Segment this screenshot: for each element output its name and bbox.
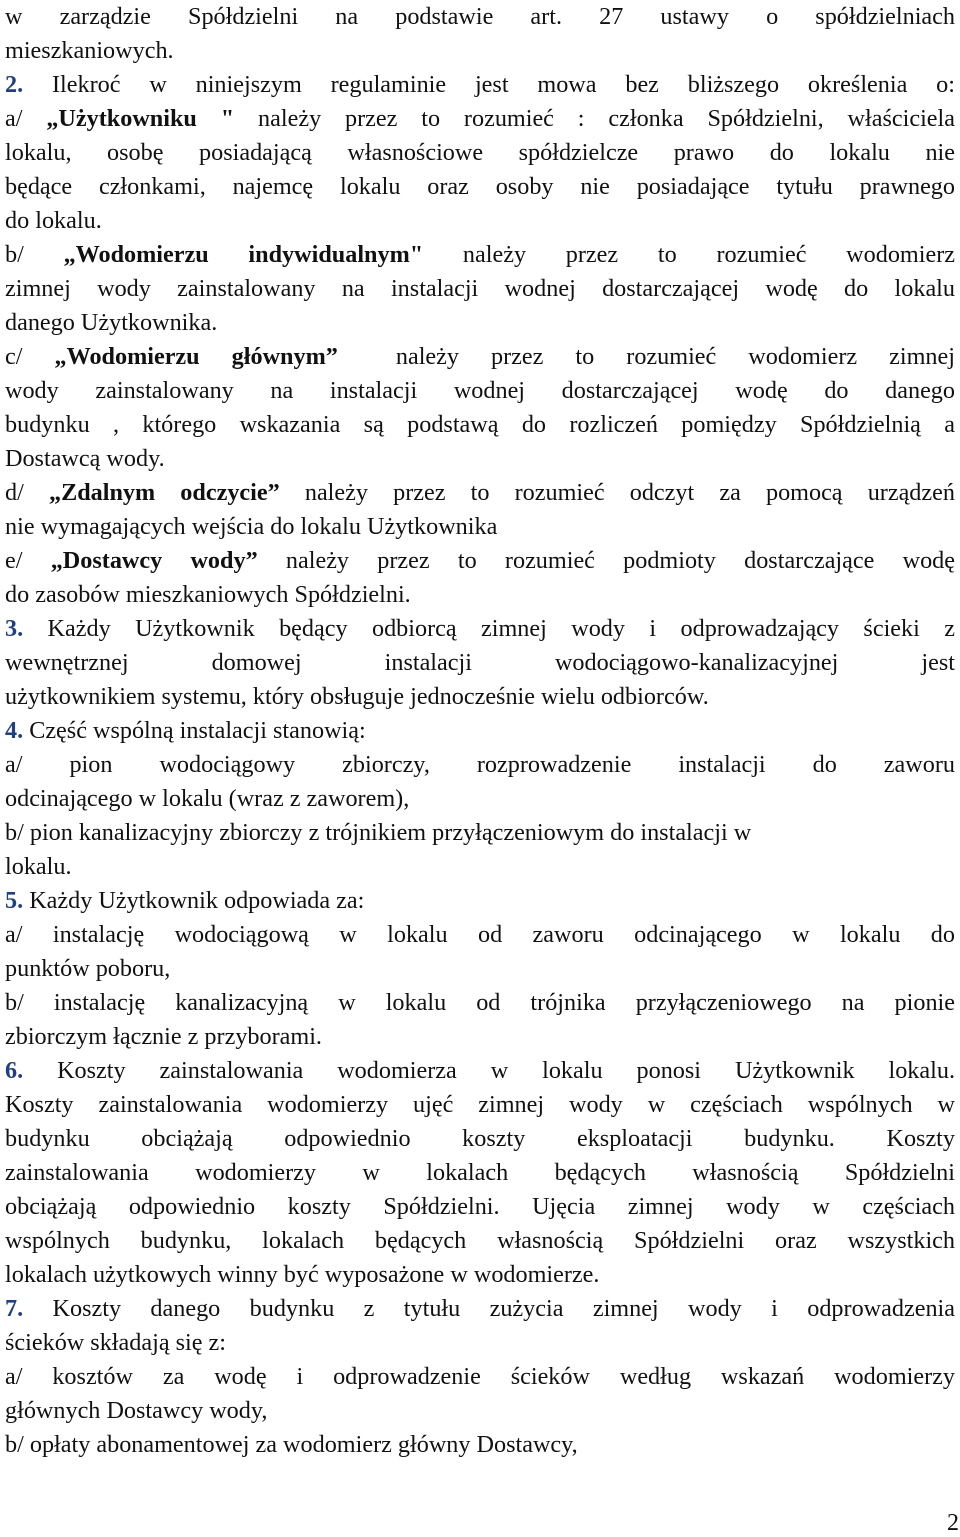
- paragraph-text: Każdy Użytkownik odpowiada za:: [23, 887, 365, 914]
- paragraph-text: należy przez to rozumieć : członka Spółdzielni, właściciela: [234, 105, 955, 132]
- text-line: [5, 510, 955, 544]
- text-line: [5, 306, 955, 340]
- text-line: [5, 952, 955, 986]
- section-number: 2.: [5, 71, 24, 98]
- section-number: 3.: [5, 615, 24, 642]
- list-marker: e/: [5, 547, 51, 574]
- text-line: [5, 238, 955, 272]
- paragraph-text: a/ kosztów za wodę i odprowadzenie ścieków według wskazań wodomierzy: [5, 1363, 955, 1390]
- paragraph-text: w zarządzie Spółdzielni na podstawie art. 27 ustawy o spółdzielniach: [5, 3, 955, 30]
- paragraph-text: lokalach użytkowych winny być wyposażone w wodomierze.: [5, 1261, 600, 1288]
- text-line: [5, 68, 955, 102]
- defined-term: „Zdalnym odczycie”: [48, 479, 280, 506]
- paragraph-text: zimnej wody zainstalowany na instalacji wodnej dostarczającej wodę do lokalu: [5, 275, 955, 302]
- text-line: [5, 1394, 955, 1428]
- paragraph-text: Koszty danego budynku z tytułu zużycia zimnej wody i odprowadzenia: [23, 1295, 955, 1322]
- list-marker: c/: [5, 343, 55, 370]
- paragraph-text: Ilekroć w niniejszym regulaminie jest mowa bez bliższego określenia o:: [23, 71, 955, 98]
- list-marker: a/: [5, 105, 47, 132]
- paragraph-text: obciążają odpowiednio koszty Spółdzielni. Ujęcia zimnej wody w częściach: [5, 1193, 955, 1220]
- text-line: [5, 408, 955, 442]
- text-line: [5, 1122, 955, 1156]
- text-line: [5, 0, 955, 34]
- text-line: [5, 102, 955, 136]
- text-line: [5, 1156, 955, 1190]
- text-line: [5, 1292, 955, 1326]
- paragraph-text: a/ instalację wodociągową w lokalu od zaworu odcinającego w lokalu do: [5, 921, 955, 948]
- paragraph-text: Część wspólną instalacji stanowią:: [23, 717, 366, 744]
- paragraph-text: ścieków składają się z:: [5, 1329, 226, 1356]
- text-line: [5, 544, 955, 578]
- text-line: [5, 1190, 955, 1224]
- list-marker: d/: [5, 479, 49, 506]
- paragraph-text: użytkownikiem systemu, który obsługuje jednocześnie wielu odbiorców.: [5, 683, 709, 710]
- paragraph-text: b/ opłaty abonamentowej za wodomierz główny Dostawcy,: [5, 1431, 578, 1458]
- text-line: [5, 170, 955, 204]
- text-line: [5, 578, 955, 612]
- paragraph-text: wody zainstalowany na instalacji wodnej dostarczającej wodę do danego: [5, 377, 955, 404]
- paragraph-text: budynku obciążają odpowiednio koszty eksploatacji budynku. Koszty: [5, 1125, 955, 1152]
- paragraph-text: należy przez to rozumieć odczyt za pomocą urządzeń: [279, 479, 955, 506]
- paragraph-text: punktów poboru,: [5, 955, 171, 982]
- defined-term: „Dostawcy wody”: [50, 547, 258, 574]
- paragraph-text: a/ pion wodociągowy zbiorczy, rozprowadzenie instalacji do zaworu: [5, 751, 955, 778]
- text-line: [5, 646, 955, 680]
- text-line: [5, 1224, 955, 1258]
- paragraph-text: Koszty zainstalowania wodomierzy ujęć zimnej wody w częściach wspólnych w: [5, 1091, 955, 1118]
- text-line: [5, 204, 955, 238]
- text-line: [5, 680, 955, 714]
- text-line: [5, 782, 955, 816]
- text-line: [5, 918, 955, 952]
- text-line: [5, 374, 955, 408]
- text-line: [5, 612, 955, 646]
- paragraph-text: należy przez to rozumieć wodomierz: [423, 241, 955, 268]
- section-number: 5.: [5, 887, 24, 914]
- paragraph-text: wewnętrznej domowej instalacji wodociągowo-kanalizacyjnej jest: [5, 649, 955, 676]
- defined-term: „Użytkowniku ": [46, 105, 235, 132]
- text-line: [5, 714, 955, 748]
- text-line: [5, 1326, 955, 1360]
- text-line: [5, 1258, 955, 1292]
- defined-term: „Wodomierzu indywidualnym": [63, 241, 424, 268]
- paragraph-text: Koszty zainstalowania wodomierza w lokalu ponosi Użytkownik lokalu.: [23, 1057, 955, 1084]
- text-line: [5, 748, 955, 782]
- text-line: [5, 850, 955, 884]
- paragraph-text: do lokalu.: [5, 207, 102, 234]
- paragraph-text: nie wymagających wejścia do lokalu Użytkownika: [5, 513, 498, 540]
- text-line: [5, 1360, 955, 1394]
- text-line: [5, 816, 955, 850]
- paragraph-text: odcinającego w lokalu (wraz z zaworem),: [5, 785, 410, 812]
- paragraph-text: należy przez to rozumieć podmioty dostarczające wodę: [257, 547, 955, 574]
- section-number: 7.: [5, 1295, 24, 1322]
- paragraph-text: b/ instalację kanalizacyjną w lokalu od trójnika przyłączeniowego na pionie: [5, 989, 955, 1016]
- text-line: [5, 476, 955, 510]
- paragraph-text: lokalu, osobę posiadającą własnościowe spółdzielcze prawo do lokalu nie: [5, 139, 955, 166]
- paragraph-text: należy przez to rozumieć wodomierz zimnej: [363, 343, 955, 370]
- text-line: [5, 34, 955, 68]
- text-line: [5, 136, 955, 170]
- paragraph-text: zainstalowania wodomierzy w lokalach będących własnością Spółdzielni: [5, 1159, 955, 1186]
- text-line: [5, 1428, 955, 1462]
- paragraph-text: Każdy Użytkownik będący odbiorcą zimnej wody i odprowadzający ścieki z: [23, 615, 955, 642]
- list-marker: b/: [5, 241, 64, 268]
- text-line: [5, 1054, 955, 1088]
- text-line: [5, 884, 955, 918]
- text-line: [5, 1020, 955, 1054]
- paragraph-text: b/ pion kanalizacyjny zbiorczy z trójnikiem przyłączeniowym do instalacji w: [5, 819, 752, 846]
- paragraph-text: głównych Dostawcy wody,: [5, 1397, 268, 1424]
- section-number: 6.: [5, 1057, 24, 1084]
- text-line: [5, 986, 955, 1020]
- page-number: 2: [947, 1510, 959, 1536]
- text-line: [5, 442, 955, 476]
- text-line: [5, 1088, 955, 1122]
- paragraph-text: danego Użytkownika.: [5, 309, 218, 336]
- paragraph-text: zbiorczym łącznie z przyborami.: [5, 1023, 322, 1050]
- paragraph-text: budynku , którego wskazania są podstawą do rozliczeń pomiędzy Spółdzielnią a: [5, 411, 955, 438]
- defined-term: „Wodomierzu głównym”: [54, 343, 338, 370]
- paragraph-text: mieszkaniowych.: [5, 37, 174, 64]
- paragraph-text: wspólnych budynku, lokalach będących własnością Spółdzielni oraz wszystkich: [5, 1227, 955, 1254]
- paragraph-text: lokalu.: [5, 853, 72, 880]
- text-line: [5, 340, 955, 374]
- paragraph-text: Dostawcą wody.: [5, 445, 165, 472]
- section-number: 4.: [5, 717, 24, 744]
- paragraph-text: do zasobów mieszkaniowych Spółdzielni.: [5, 581, 411, 608]
- text-line: [5, 272, 955, 306]
- paragraph-text: będące członkami, najemcę lokalu oraz osoby nie posiadające tytułu prawnego: [5, 173, 955, 200]
